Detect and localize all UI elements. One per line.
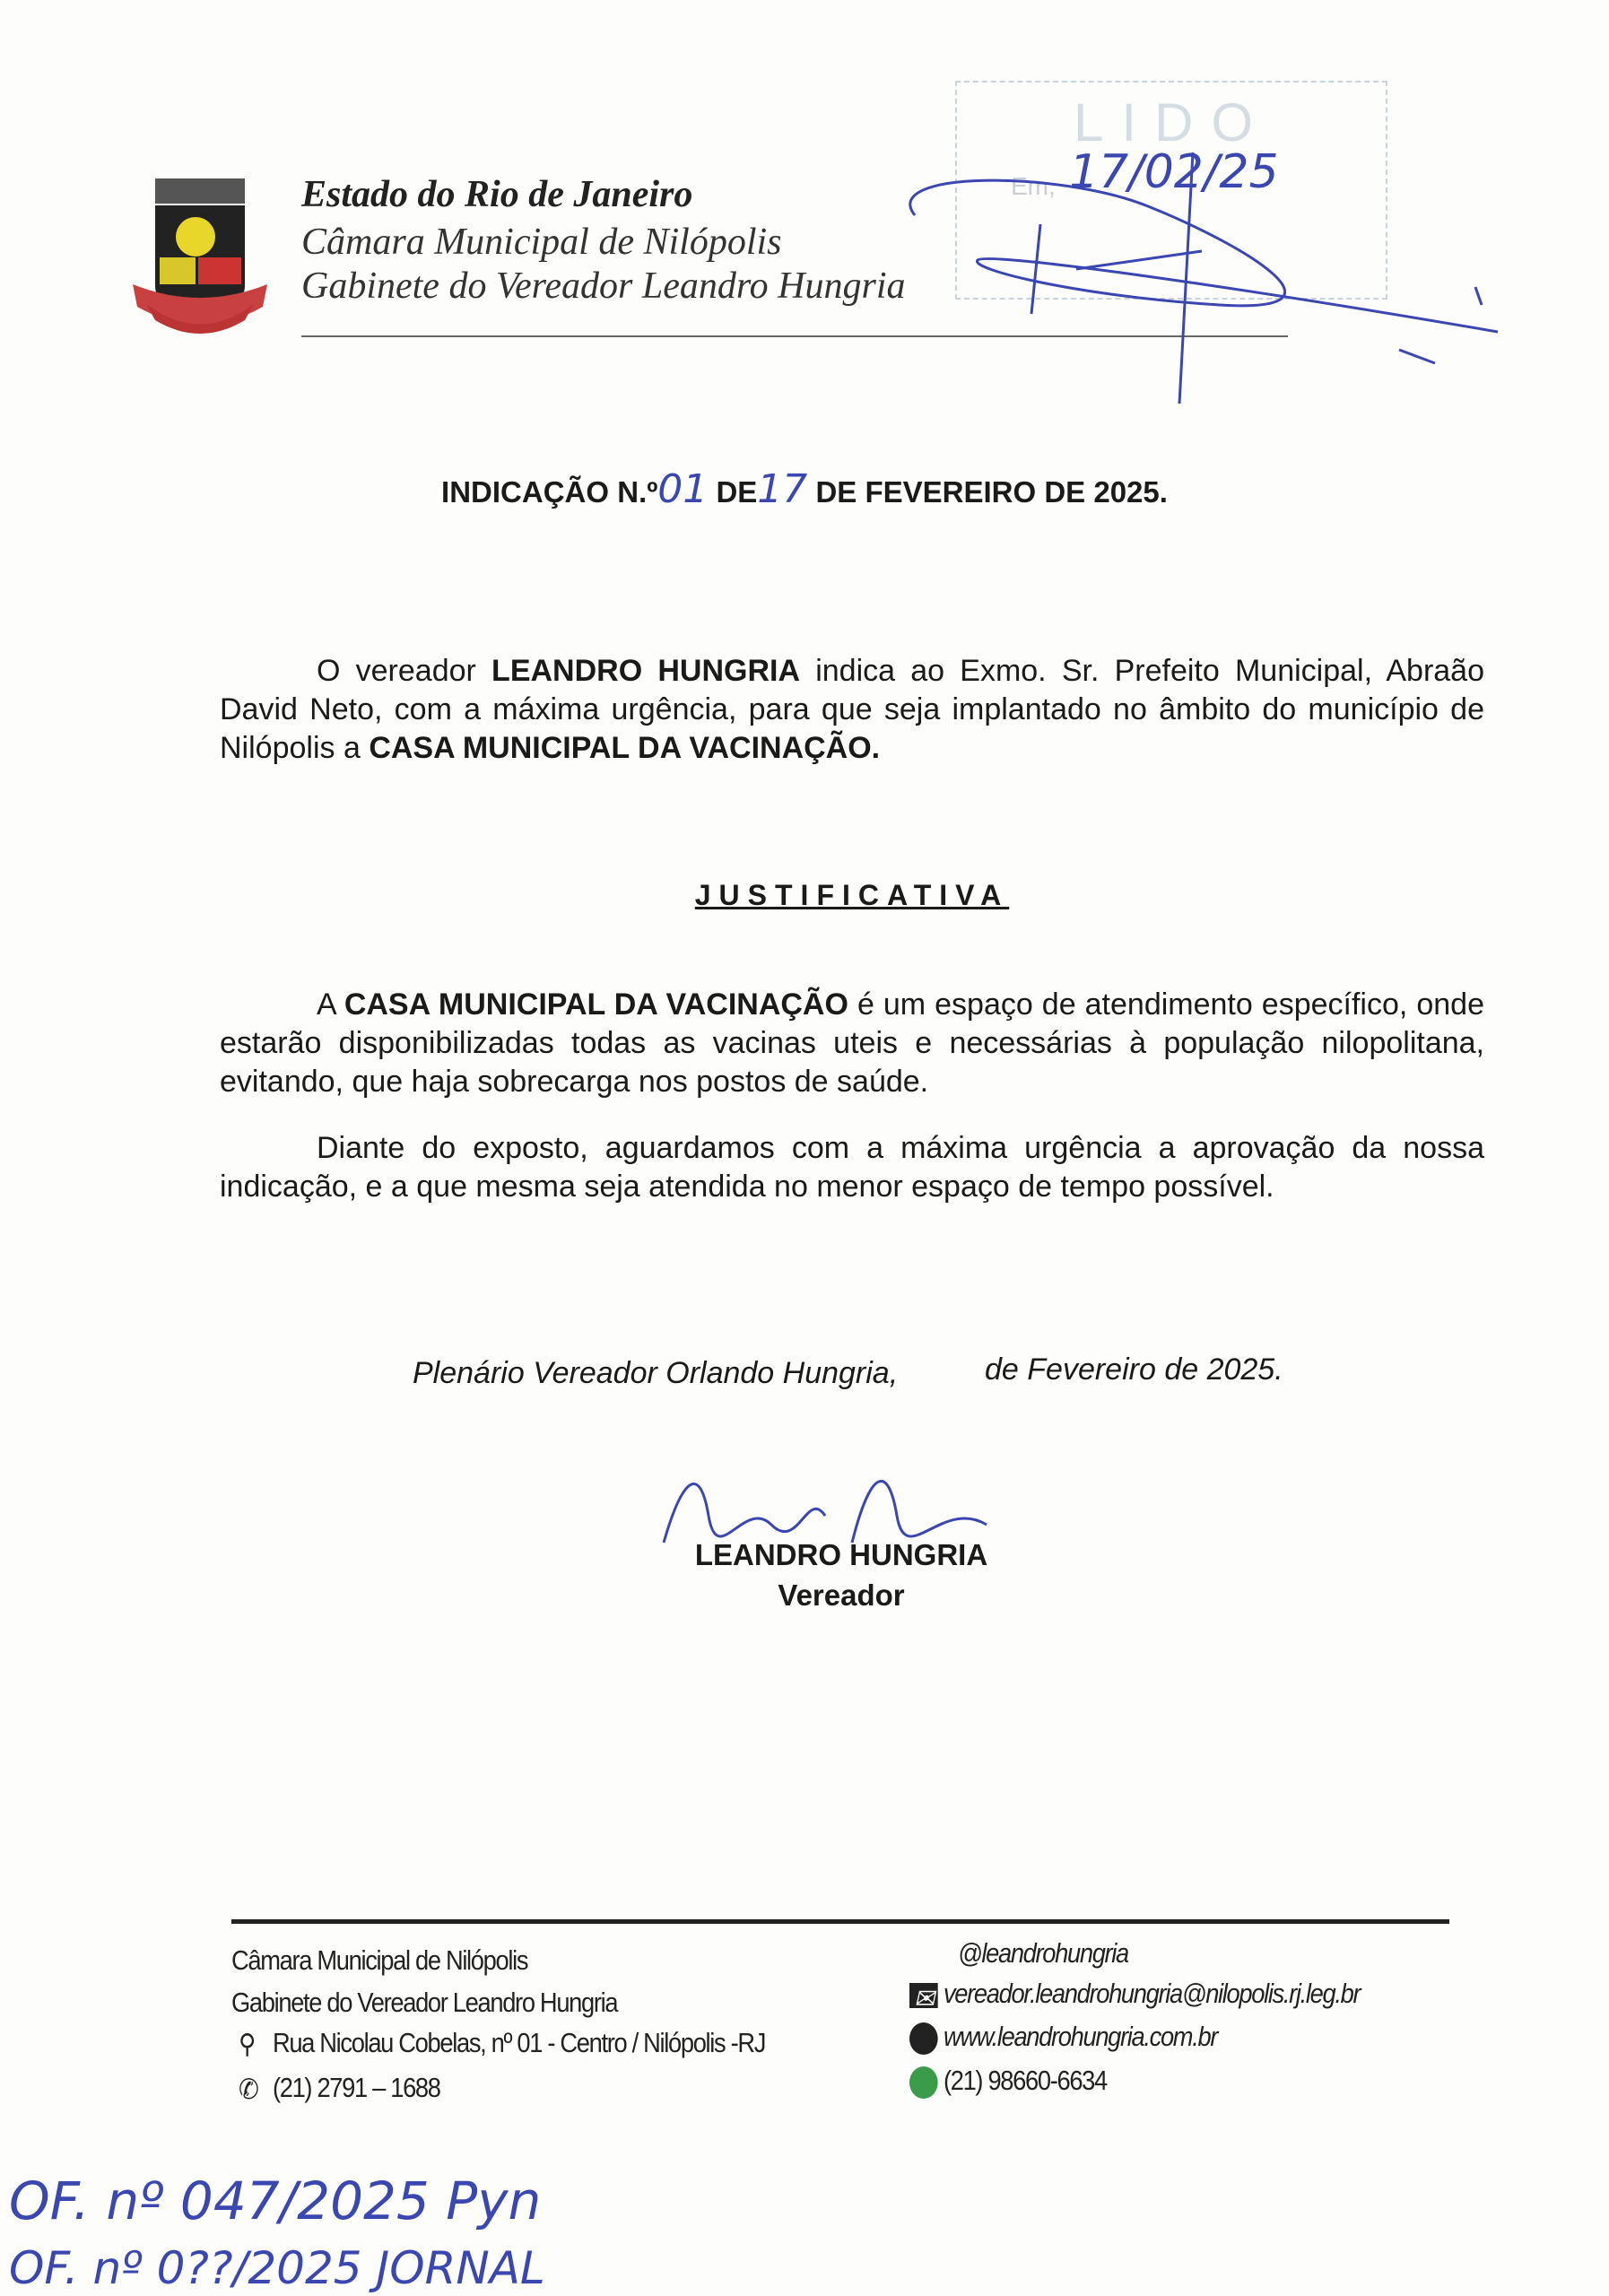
whatsapp-icon — [909, 2066, 938, 2099]
received-stamp: LIDO Em, 17/02/25 — [955, 81, 1387, 300]
handwritten-annotation-1: OF. nº 047/2025 Pyn — [9, 2170, 542, 2231]
header-office: Gabinete do Vereador Leandro Hungria — [301, 265, 906, 307]
handwritten-annotation-2: OF. nº 0??/2025 JORNAL — [9, 2242, 545, 2294]
closing-date: de Fevereiro de 2025. — [985, 1352, 1283, 1387]
footer-website: www.leandrohungria.com.br — [909, 2021, 1217, 2055]
header-chamber: Câmara Municipal de Nilópolis — [301, 222, 782, 263]
footer-email: ✉ vereador.leandrohungria@nilopolis.rj.leg.br — [909, 1978, 1360, 2010]
indication-paragraph: O vereador LEANDRO HUNGRIA indica ao Exmo. Sr. Prefeito Municipal, Abraão David Neto, com a máxima urgência, para que seja implantado no âmbito do município de Nilópolis a CASA MUNICIPAL DA VACINAÇÃO. — [220, 654, 1484, 765]
footer-instagram: @leandrohungria — [958, 1937, 1128, 1969]
signatory-role: Vereador — [778, 1578, 905, 1612]
closing-paragraph: Diante do exposto, aguardamos com a máxima urgência a aprovação da nossa indicação, e a que mesma seja atendida no menor espaço de tempo possível. — [220, 1131, 1484, 1204]
footer-address: ⚲ Rua Nicolau Cobelas, nº 01 - Centro / Nilópolis -RJ — [239, 2027, 766, 2059]
handwritten-day: 17 — [757, 466, 808, 512]
header-state: Estado do Rio de Janeiro — [301, 174, 693, 215]
signatory-name: LEANDRO HUNGRIA — [694, 1538, 988, 1571]
document-title: INDICAÇÃO N.º01 DE17 DE FEVEREIRO DE 2025. — [441, 466, 1168, 512]
footer-divider — [231, 1919, 1449, 1924]
footer-phone: ✆ (21) 2791 – 1688 — [239, 2072, 440, 2105]
footer-chamber: Câmara Municipal de Nilópolis — [231, 1944, 528, 1976]
globe-icon — [909, 2022, 938, 2055]
justification-heading: JUSTIFICATIVA — [694, 879, 1010, 911]
closing-place: Plenário Vereador Orlando Hungria, — [413, 1356, 899, 1390]
footer-whatsapp: (21) 98660-6634 — [909, 2065, 1107, 2099]
handwritten-number: 01 — [657, 466, 709, 512]
justification-paragraph: A CASA MUNICIPAL DA VACINAÇÃO é um espaço de atendimento específico, onde estarão disponibilizadas todas as vacinas uteis e necessárias à população nilopolitana, evitando, que haja sobrecarga nos postos de saúde. — [220, 987, 1484, 1099]
location-pin-icon: ⚲ — [239, 2029, 256, 2059]
handwritten-signature-receipt — [879, 135, 1507, 413]
footer-office: Gabinete do Vereador Leandro Hungria — [231, 1987, 618, 2018]
envelope-icon: ✉ — [909, 1983, 938, 2008]
city-coat-of-arms-logo — [128, 178, 272, 335]
phone-icon: ✆ — [239, 2073, 258, 2105]
